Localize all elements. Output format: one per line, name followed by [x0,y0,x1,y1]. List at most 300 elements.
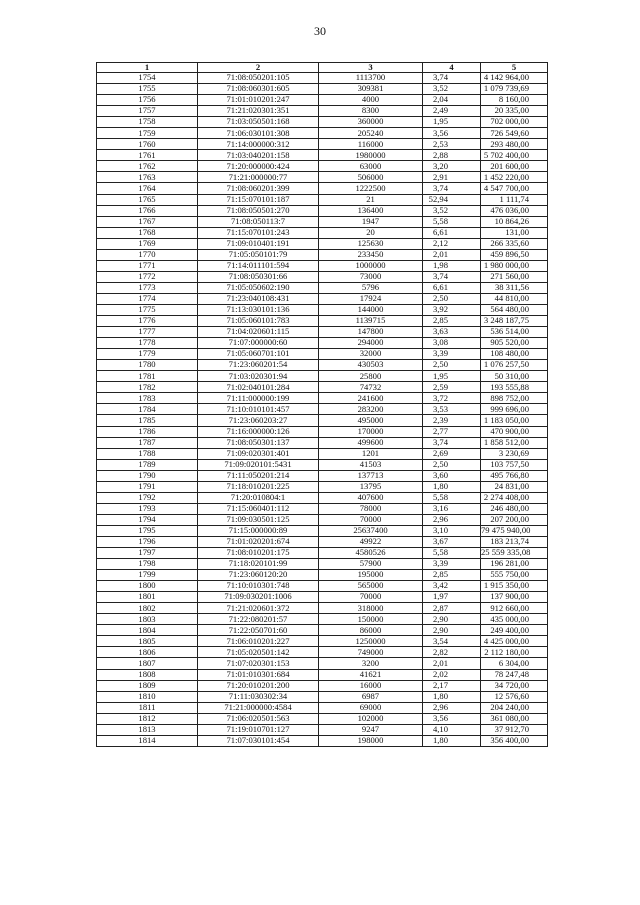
rate-cell: 5,58 [423,216,481,227]
row-number-cell: 1808 [97,669,198,680]
table-row [97,371,548,382]
row-number-cell: 1755 [97,84,198,95]
rate-cell: 3,56 [423,128,481,139]
rate-cell: 2,49 [423,106,481,117]
cadastral-number-cell: 71:20:010804:1 [198,492,319,503]
value-cell: 3 230,69 [481,448,548,459]
area-cell: 69000 [319,702,423,713]
rate-cell: 2,82 [423,647,481,658]
row-number-cell: 1813 [97,724,198,735]
cadastral-number-cell: 71:08:050301:137 [198,437,319,448]
cadastral-number-cell: 71:09:020101:5431 [198,459,319,470]
cadastral-number-cell: 71:05:060701:101 [198,349,319,360]
row-number-cell: 1756 [97,95,198,106]
cadastral-number-cell: 71:21:000000:4584 [198,702,319,713]
rate-cell: 3,20 [423,161,481,172]
table-row [97,382,548,393]
row-number-cell: 1806 [97,647,198,658]
table-row [97,581,548,592]
table-row [97,227,548,238]
row-number-cell: 1770 [97,249,198,260]
rate-cell: 2,77 [423,426,481,437]
table-row [97,592,548,603]
area-cell: 1947 [319,216,423,227]
value-cell: 79 475 940,00 [481,525,548,536]
cadastral-number-cell: 71:21:020601:372 [198,603,319,614]
table-row [97,73,548,84]
value-cell: 1 079 739,69 [481,84,548,95]
row-number-cell: 1774 [97,293,198,304]
area-cell: 1113700 [319,73,423,84]
value-cell: 4 547 700,00 [481,183,548,194]
row-number-cell: 1763 [97,172,198,183]
table-row [97,349,548,360]
row-number-cell: 1785 [97,415,198,426]
value-cell: 44 810,00 [481,293,548,304]
cadastral-number-cell: 71:15:000000:89 [198,525,319,536]
cadastral-number-cell: 71:02:040101:284 [198,382,319,393]
area-cell: 25637400 [319,525,423,536]
area-cell: 144000 [319,304,423,315]
cadastral-number-cell: 71:07:000000:60 [198,338,319,349]
area-cell: 6987 [319,691,423,702]
value-cell: 78 247,48 [481,669,548,680]
row-number-cell: 1804 [97,625,198,636]
value-cell: 564 480,00 [481,304,548,315]
rate-cell: 3,74 [423,437,481,448]
area-cell: 116000 [319,139,423,150]
cadastral-number-cell: 71:08:050201:105 [198,73,319,84]
value-cell: 356 400,00 [481,735,548,746]
cadastral-number-cell: 71:20:000000:424 [198,161,319,172]
row-number-cell: 1764 [97,183,198,194]
rate-cell: 6,61 [423,227,481,238]
row-number-cell: 1766 [97,205,198,216]
value-cell: 3 248 187,75 [481,316,548,327]
table-row [97,625,548,636]
cadastral-number-cell: 71:23:060203:27 [198,415,319,426]
area-cell: 506000 [319,172,423,183]
table-row [97,680,548,691]
cadastral-number-cell: 71:09:030201:1006 [198,592,319,603]
table-row [97,139,548,150]
row-number-cell: 1761 [97,150,198,161]
value-cell: 207 200,00 [481,514,548,525]
table-row [97,448,548,459]
cadastral-number-cell: 71:07:020301:153 [198,658,319,669]
table-row [97,249,548,260]
cadastral-number-cell: 71:09:030501:125 [198,514,319,525]
row-number-cell: 1801 [97,592,198,603]
value-cell: 266 335,60 [481,238,548,249]
cadastral-number-cell: 71:23:060120:20 [198,570,319,581]
value-cell: 555 750,00 [481,570,548,581]
row-number-cell: 1768 [97,227,198,238]
area-cell: 125630 [319,238,423,249]
cadastral-number-cell: 71:06:020501:563 [198,713,319,724]
area-cell: 150000 [319,614,423,625]
rate-cell: 1,95 [423,117,481,128]
table-row [97,492,548,503]
area-cell: 360000 [319,117,423,128]
cadastral-number-cell: 71:01:010301:684 [198,669,319,680]
table-row [97,503,548,514]
value-cell: 6 304,00 [481,658,548,669]
cadastral-number-cell: 71:05:060101:783 [198,316,319,327]
area-cell: 3200 [319,658,423,669]
area-cell: 241600 [319,393,423,404]
value-cell: 20 335,00 [481,106,548,117]
table-row [97,525,548,536]
value-cell: 4 142 964,00 [481,73,548,84]
table-row [97,216,548,227]
table-row [97,282,548,293]
value-cell: 495 766,80 [481,470,548,481]
area-cell: 20 [319,227,423,238]
cadastral-number-cell: 71:14:000000:312 [198,139,319,150]
cadastral-number-cell: 71:11:030302:34 [198,691,319,702]
column-header: 1 [97,63,198,73]
rate-cell: 3,92 [423,304,481,315]
cadastral-number-cell: 71:08:050501:270 [198,205,319,216]
rate-cell: 3,56 [423,713,481,724]
cadastral-number-cell: 71:20:010201:200 [198,680,319,691]
row-number-cell: 1795 [97,525,198,536]
table-row [97,327,548,338]
value-cell: 905 520,00 [481,338,548,349]
row-number-cell: 1771 [97,260,198,271]
area-cell: 283200 [319,404,423,415]
cadastral-number-cell: 71:13:030101:136 [198,304,319,315]
area-cell: 136400 [319,205,423,216]
value-cell: 34 720,00 [481,680,548,691]
row-number-cell: 1784 [97,404,198,415]
value-cell: 201 600,00 [481,161,548,172]
area-cell: 4000 [319,95,423,106]
row-number-cell: 1782 [97,382,198,393]
cadastral-number-cell: 71:03:050501:168 [198,117,319,128]
cadastral-number-cell: 71:16:000000:126 [198,426,319,437]
table-row [97,470,548,481]
cadastral-number-cell: 71:08:060201:399 [198,183,319,194]
table-row [97,95,548,106]
area-cell: 8300 [319,106,423,117]
value-cell: 137 900,00 [481,592,548,603]
table-row [97,603,548,614]
rate-cell: 3,08 [423,338,481,349]
area-cell: 233450 [319,249,423,260]
cadastral-number-cell: 71:03:040201:158 [198,150,319,161]
value-cell: 193 555,88 [481,382,548,393]
row-number-cell: 1812 [97,713,198,724]
area-cell: 294000 [319,338,423,349]
row-number-cell: 1791 [97,481,198,492]
area-cell: 318000 [319,603,423,614]
row-number-cell: 1799 [97,570,198,581]
rate-cell: 3,39 [423,349,481,360]
row-number-cell: 1773 [97,282,198,293]
area-cell: 565000 [319,581,423,592]
area-cell: 57900 [319,559,423,570]
rate-cell: 2,39 [423,415,481,426]
area-cell: 63000 [319,161,423,172]
area-cell: 170000 [319,426,423,437]
row-number-cell: 1797 [97,548,198,559]
value-cell: 4 425 000,00 [481,636,548,647]
cadastral-number-cell: 71:08:010201:175 [198,548,319,559]
table-row [97,614,548,625]
value-cell: 25 559 335,08 [481,548,548,559]
table-row [97,338,548,349]
table-row [97,570,548,581]
cadastral-number-cell: 71:01:010201:247 [198,95,319,106]
value-cell: 38 311,56 [481,282,548,293]
area-cell: 4580526 [319,548,423,559]
rate-cell: 2,53 [423,139,481,150]
table-row [97,658,548,669]
row-number-cell: 1792 [97,492,198,503]
value-cell: 183 213,74 [481,536,548,547]
data-table [96,62,548,747]
rate-cell: 1,80 [423,735,481,746]
cadastral-number-cell: 71:18:020101:99 [198,559,319,570]
row-number-cell: 1760 [97,139,198,150]
rate-cell: 2,90 [423,625,481,636]
area-cell: 430503 [319,360,423,371]
area-cell: 1201 [319,448,423,459]
row-number-cell: 1794 [97,514,198,525]
cadastral-number-cell: 71:15:070101:243 [198,227,319,238]
table-row [97,459,548,470]
row-number-cell: 1793 [97,503,198,514]
row-number-cell: 1759 [97,128,198,139]
row-number-cell: 1754 [97,73,198,84]
value-cell: 196 281,00 [481,559,548,570]
table-row [97,691,548,702]
row-number-cell: 1775 [97,304,198,315]
cadastral-number-cell: 71:03:020301:94 [198,371,319,382]
row-number-cell: 1786 [97,426,198,437]
column-header: 5 [481,63,548,73]
value-cell: 536 514,00 [481,327,548,338]
value-cell: 12 576,60 [481,691,548,702]
area-cell: 309381 [319,84,423,95]
row-number-cell: 1776 [97,316,198,327]
table-row [97,393,548,404]
value-cell: 435 000,00 [481,614,548,625]
cadastral-number-cell: 71:04:020601:115 [198,327,319,338]
cadastral-number-cell: 71:08:050301:66 [198,271,319,282]
area-cell: 78000 [319,503,423,514]
rate-cell: 2,04 [423,95,481,106]
row-number-cell: 1807 [97,658,198,669]
row-number-cell: 1780 [97,360,198,371]
value-cell: 2 112 180,00 [481,647,548,658]
table-row [97,559,548,570]
cadastral-number-cell: 71:06:010201:227 [198,636,319,647]
rate-cell: 5,58 [423,548,481,559]
area-cell: 1250000 [319,636,423,647]
cadastral-number-cell: 71:19:010701:127 [198,724,319,735]
row-number-cell: 1758 [97,117,198,128]
value-cell: 702 000,00 [481,117,548,128]
value-cell: 108 480,00 [481,349,548,360]
rate-cell: 1,80 [423,481,481,492]
area-cell: 1139715 [319,316,423,327]
rate-cell: 1,80 [423,691,481,702]
rate-cell: 4,10 [423,724,481,735]
table-row [97,172,548,183]
area-cell: 86000 [319,625,423,636]
value-cell: 10 864,26 [481,216,548,227]
table-row [97,514,548,525]
value-cell: 912 660,00 [481,603,548,614]
rate-cell: 1,97 [423,592,481,603]
area-cell: 102000 [319,713,423,724]
table-row [97,724,548,735]
rate-cell: 2,85 [423,316,481,327]
row-number-cell: 1802 [97,603,198,614]
table-row [97,150,548,161]
rate-cell: 3,74 [423,73,481,84]
area-cell: 13795 [319,481,423,492]
table-row [97,271,548,282]
value-cell: 361 080,00 [481,713,548,724]
rate-cell: 5,58 [423,492,481,503]
value-cell: 1 915 350,00 [481,581,548,592]
rate-cell: 2,01 [423,249,481,260]
row-number-cell: 1779 [97,349,198,360]
rate-cell: 2,90 [423,614,481,625]
row-number-cell: 1769 [97,238,198,249]
rate-cell: 2,17 [423,680,481,691]
table-row [97,304,548,315]
area-cell: 17924 [319,293,423,304]
rate-cell: 2,59 [423,382,481,393]
value-cell: 1 452 220,00 [481,172,548,183]
table-row [97,669,548,680]
cadastral-number-cell: 71:01:020201:674 [198,536,319,547]
value-cell: 470 900,00 [481,426,548,437]
rate-cell: 3,54 [423,636,481,647]
value-cell: 24 831,00 [481,481,548,492]
table-row [97,128,548,139]
rate-cell: 1,95 [423,371,481,382]
table-row [97,647,548,658]
table-row [97,713,548,724]
table-row [97,293,548,304]
area-cell: 21 [319,194,423,205]
rate-cell: 2,88 [423,150,481,161]
cadastral-number-cell: 71:23:040108:431 [198,293,319,304]
area-cell: 9247 [319,724,423,735]
value-cell: 249 400,00 [481,625,548,636]
table-row [97,636,548,647]
area-cell: 205240 [319,128,423,139]
row-number-cell: 1803 [97,614,198,625]
table-row [97,260,548,271]
rate-cell: 2,91 [423,172,481,183]
area-cell: 41621 [319,669,423,680]
area-cell: 73000 [319,271,423,282]
area-cell: 5796 [319,282,423,293]
value-cell: 131,00 [481,227,548,238]
area-cell: 195000 [319,570,423,581]
cadastral-number-cell: 71:07:030101:454 [198,735,319,746]
cadastral-number-cell: 71:05:050101:79 [198,249,319,260]
rate-cell: 3,67 [423,536,481,547]
area-cell: 137713 [319,470,423,481]
value-cell: 999 696,00 [481,404,548,415]
row-number-cell: 1767 [97,216,198,227]
cadastral-number-cell: 71:09:020301:401 [198,448,319,459]
row-number-cell: 1811 [97,702,198,713]
rate-cell: 2,87 [423,603,481,614]
rate-cell: 2,01 [423,658,481,669]
column-header: 3 [319,63,423,73]
value-cell: 271 560,00 [481,271,548,282]
area-cell: 198000 [319,735,423,746]
rate-cell: 2,96 [423,514,481,525]
rate-cell: 3,52 [423,205,481,216]
rate-cell: 3,39 [423,559,481,570]
value-cell: 459 896,50 [481,249,548,260]
area-cell: 495000 [319,415,423,426]
value-cell: 1 076 257,50 [481,360,548,371]
row-number-cell: 1765 [97,194,198,205]
row-number-cell: 1757 [97,106,198,117]
column-header: 4 [423,63,481,73]
table-row [97,194,548,205]
rate-cell: 2,50 [423,459,481,470]
table-row [97,183,548,194]
area-cell: 49922 [319,536,423,547]
rate-cell: 3,63 [423,327,481,338]
cadastral-number-cell: 71:11:050201:214 [198,470,319,481]
cadastral-number-cell: 71:23:060201:54 [198,360,319,371]
table-row [97,702,548,713]
row-number-cell: 1809 [97,680,198,691]
table-row [97,360,548,371]
rate-cell: 2,12 [423,238,481,249]
rate-cell: 3,16 [423,503,481,514]
cadastral-number-cell: 71:11:000000:199 [198,393,319,404]
row-number-cell: 1781 [97,371,198,382]
rate-cell: 2,96 [423,702,481,713]
area-cell: 16000 [319,680,423,691]
rate-cell: 2,69 [423,448,481,459]
rate-cell: 3,52 [423,84,481,95]
rate-cell: 2,02 [423,669,481,680]
cadastral-number-cell: 71:22:080201:57 [198,614,319,625]
cadastral-number-cell: 71:21:000000:77 [198,172,319,183]
value-cell: 293 480,00 [481,139,548,150]
row-number-cell: 1800 [97,581,198,592]
cadastral-number-cell: 71:05:050602:190 [198,282,319,293]
area-cell: 1000000 [319,260,423,271]
value-cell: 8 160,00 [481,95,548,106]
area-cell: 1222500 [319,183,423,194]
table-body [97,73,548,747]
cadastral-number-cell: 71:10:010301:748 [198,581,319,592]
value-cell: 1 980 000,00 [481,260,548,271]
area-cell: 749000 [319,647,423,658]
row-number-cell: 1810 [97,691,198,702]
table-row [97,238,548,249]
cadastral-number-cell: 71:21:020301:351 [198,106,319,117]
value-cell: 103 757,50 [481,459,548,470]
value-cell: 50 310,00 [481,371,548,382]
